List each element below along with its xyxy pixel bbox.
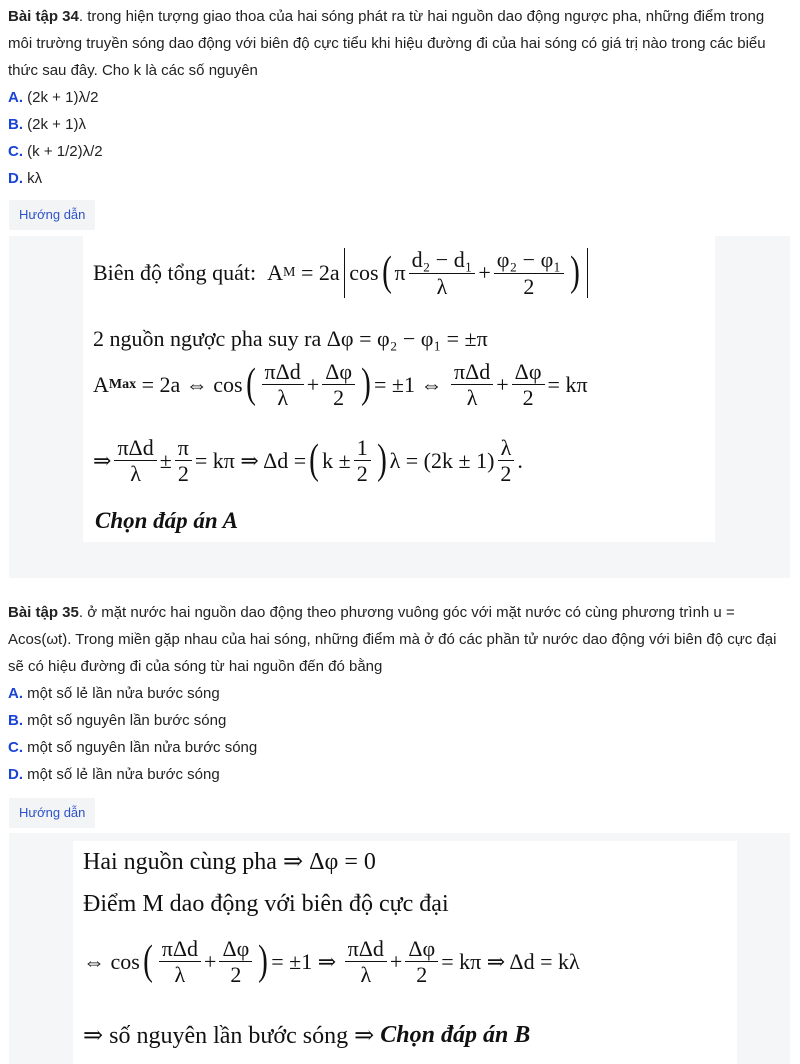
question-34 bbox=[8, 3, 792, 192]
math-text: A bbox=[267, 260, 284, 285]
math-sub: Max bbox=[108, 376, 137, 392]
option-c bbox=[8, 734, 792, 761]
option-c bbox=[8, 138, 792, 165]
math-text: + bbox=[389, 948, 403, 974]
paren: ( bbox=[381, 249, 392, 296]
math-text: ⇔ cos bbox=[83, 948, 140, 974]
option-text: (2k + 1)λ/2 bbox=[27, 89, 99, 106]
math-text: ⇒ số nguyên lần bước sóng ⇒ bbox=[83, 1023, 375, 1049]
fraction bbox=[114, 436, 156, 485]
fraction-den: λ bbox=[174, 962, 186, 988]
option-text: kλ bbox=[27, 170, 43, 187]
fraction bbox=[322, 360, 355, 409]
solution-line bbox=[83, 937, 580, 986]
fraction-den: 2 bbox=[333, 385, 345, 411]
fraction-num: d₂ − d₁ bbox=[409, 248, 476, 273]
fraction bbox=[451, 360, 493, 409]
solution-panel-35 bbox=[9, 833, 790, 1064]
fraction-num: φ₂ − φ₁ bbox=[494, 248, 564, 273]
fraction-den: 2 bbox=[177, 461, 189, 487]
math-text: = kπ bbox=[547, 371, 588, 397]
fraction bbox=[219, 937, 252, 986]
solution-line: Điểm M dao động với biên độ cực đại bbox=[83, 891, 449, 917]
solution-line bbox=[93, 436, 523, 485]
option-text: một số nguyên lần bước sóng bbox=[27, 712, 227, 729]
question-35 bbox=[8, 599, 792, 788]
math-text: + bbox=[204, 948, 217, 974]
fraction-num: Δφ bbox=[322, 360, 355, 385]
math-sub: M bbox=[283, 265, 296, 280]
fraction-den: λ bbox=[277, 385, 288, 411]
option-d bbox=[8, 165, 792, 192]
fraction bbox=[262, 360, 304, 409]
option-letter: B. bbox=[8, 116, 23, 133]
fraction bbox=[409, 248, 476, 297]
option-text: một số lẻ lần nửa bước sóng bbox=[27, 685, 220, 702]
abs-bar bbox=[587, 248, 589, 298]
solution-line bbox=[93, 326, 488, 352]
fraction-num: 1 bbox=[354, 436, 371, 461]
solution-line bbox=[93, 248, 592, 298]
question-34-body: . trong hiện tượng giao thoa của hai sóng phát ra từ hai nguồn dao động ngược pha, những điểm trong môi trường truyền sóng dao động với biên độ cực tiểu khi hiệu đường đi của hai sóng có giá trị nào trong các biểu thức sau đây. Cho k là các số nguyên bbox=[8, 8, 766, 79]
fraction-den: 2 bbox=[522, 385, 534, 411]
option-a bbox=[8, 680, 792, 707]
solution-line: Hai nguồn cùng pha ⇒ Δφ = 0 bbox=[83, 849, 376, 875]
math-text: . bbox=[517, 447, 523, 473]
fraction bbox=[159, 937, 201, 986]
solution-image-34 bbox=[83, 236, 715, 542]
option-text: một số lẻ lần nửa bước sóng bbox=[27, 766, 220, 783]
fraction-num: Δφ bbox=[219, 937, 252, 962]
fraction-num: πΔd bbox=[262, 360, 304, 385]
option-text: một số nguyên lần nửa bước sóng bbox=[27, 739, 258, 756]
math-text: 2 nguồn ngược pha suy ra Δφ = φ₂ − φ₁ = ±π bbox=[93, 326, 488, 351]
solution-answer: Chọn đáp án A bbox=[95, 508, 238, 533]
math-text: = kπ ⇒ Δd = kλ bbox=[441, 948, 580, 974]
solution-line bbox=[93, 360, 588, 409]
fraction-den: 2 bbox=[523, 273, 535, 299]
math-text: A bbox=[93, 371, 109, 397]
option-d bbox=[8, 761, 792, 788]
option-letter: A. bbox=[8, 89, 23, 106]
solution-image-35 bbox=[73, 841, 737, 1064]
paren: ( bbox=[245, 360, 256, 407]
fraction-den: λ bbox=[466, 385, 478, 411]
question-34-text bbox=[8, 3, 792, 84]
paren: ) bbox=[361, 360, 371, 407]
fraction bbox=[345, 937, 387, 986]
question-35-body: . ở mặt nước hai nguồn dao động theo phương vuông góc với mặt nước có cùng phương trình u = Acos(ωt). Trong miền gặp nhau của hai sóng, những điểm mà ở đó các phần tử nước dao động với biên độ cực đại sẽ có hiệu đường đi của sóng từ hai nguồn đến đó bằng bbox=[8, 604, 777, 675]
option-text: (k + 1/2)λ/2 bbox=[27, 143, 103, 160]
fraction-num: πΔd bbox=[345, 937, 387, 962]
fraction bbox=[494, 248, 564, 297]
option-letter: B. bbox=[8, 712, 23, 729]
fraction-num: Δφ bbox=[512, 360, 545, 385]
fraction-num: πΔd bbox=[159, 937, 201, 962]
guide-button-35[interactable]: Hướng dẫn bbox=[9, 798, 95, 828]
math-text: = 2a bbox=[301, 260, 340, 285]
math-text: π bbox=[394, 260, 406, 285]
question-34-label: Bài tập 34 bbox=[8, 8, 79, 25]
paren: ) bbox=[570, 249, 580, 296]
math-text: ± bbox=[159, 447, 172, 473]
option-b bbox=[8, 111, 792, 138]
math-text: ⇒ bbox=[93, 447, 112, 473]
paren: ( bbox=[142, 937, 153, 984]
fraction-den: λ bbox=[436, 273, 448, 299]
fraction bbox=[497, 436, 514, 485]
paren: ) bbox=[376, 436, 387, 483]
math-text: = 2a ⇔ cos bbox=[141, 371, 243, 397]
math-text: λ = (2k ± 1) bbox=[389, 447, 495, 473]
paren: ) bbox=[258, 937, 269, 984]
option-text: (2k + 1)λ bbox=[27, 116, 86, 133]
math-text: cos bbox=[349, 260, 379, 285]
option-a bbox=[8, 84, 792, 111]
fraction-den: 2 bbox=[500, 461, 512, 487]
fraction-den: λ bbox=[130, 461, 141, 487]
option-b bbox=[8, 707, 792, 734]
fraction-den: 2 bbox=[356, 461, 368, 487]
paren: ( bbox=[309, 436, 320, 483]
option-letter: D. bbox=[8, 170, 23, 187]
math-text: = ±1 ⇔ bbox=[374, 371, 443, 397]
math-text: k ± bbox=[322, 447, 351, 473]
question-35-label: Bài tập 35 bbox=[8, 604, 79, 621]
fraction bbox=[175, 436, 192, 485]
option-letter: A. bbox=[8, 685, 23, 702]
math-text: + bbox=[496, 371, 509, 397]
fraction bbox=[512, 360, 545, 409]
math-text: = kπ ⇒ Δd = bbox=[194, 447, 307, 473]
math-text: Biên độ tổng quát: bbox=[93, 260, 257, 285]
option-letter: C. bbox=[8, 739, 23, 756]
fraction-num: πΔd bbox=[114, 436, 156, 461]
option-letter: D. bbox=[8, 766, 23, 783]
math-text: + bbox=[478, 260, 491, 285]
solution-panel-34 bbox=[9, 236, 790, 578]
solution-answer: Chọn đáp án B bbox=[380, 1022, 531, 1048]
fraction-num: πΔd bbox=[451, 360, 493, 385]
fraction bbox=[405, 937, 438, 986]
fraction-num: λ bbox=[498, 436, 515, 461]
fraction-den: 2 bbox=[230, 962, 242, 988]
fraction-den: 2 bbox=[416, 962, 428, 988]
question-35-text bbox=[8, 599, 792, 680]
fraction-num: π bbox=[175, 436, 192, 461]
option-letter: C. bbox=[8, 143, 23, 160]
solution-line bbox=[83, 1021, 530, 1050]
math-text: + bbox=[306, 371, 320, 397]
math-text: = ±1 ⇒ bbox=[271, 948, 337, 974]
fraction-den: λ bbox=[360, 962, 372, 988]
abs-bar bbox=[344, 248, 346, 298]
fraction-num: Δφ bbox=[405, 937, 438, 962]
fraction bbox=[354, 436, 371, 485]
guide-button-34[interactable]: Hướng dẫn bbox=[9, 200, 95, 230]
